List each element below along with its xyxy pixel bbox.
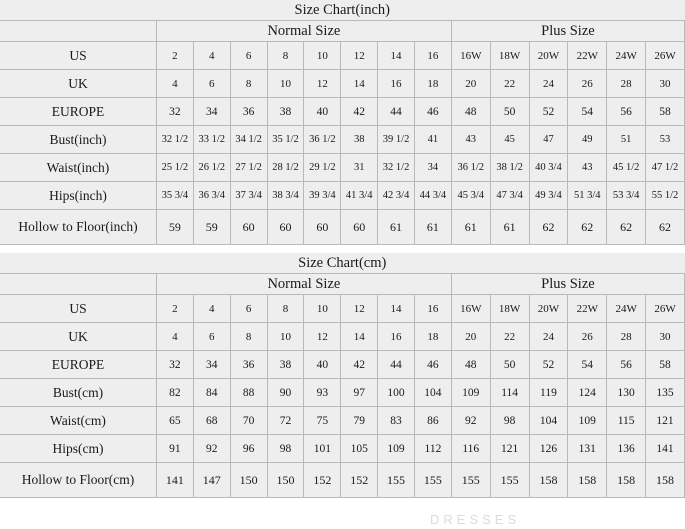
cell: 16 [414, 42, 451, 70]
cell: 56 [607, 98, 646, 126]
cell: 29 1/2 [304, 154, 341, 182]
cell: 26 [568, 70, 607, 98]
cell: 147 [193, 463, 230, 498]
cell: 20W [529, 295, 568, 323]
group-row-spacer [0, 274, 156, 295]
cell: 26 [568, 323, 607, 351]
cell: 56 [607, 351, 646, 379]
cell: 109 [378, 435, 415, 463]
cell: 18 [414, 323, 451, 351]
cell: 158 [568, 463, 607, 498]
cell: 155 [378, 463, 415, 498]
cell: 49 [568, 126, 607, 154]
row-label: UK [0, 323, 156, 351]
cell: 92 [193, 435, 230, 463]
size-chart-cm-table [0, 253, 685, 498]
cell: 44 [378, 98, 415, 126]
cell: 10 [267, 70, 304, 98]
cell: 32 [156, 98, 193, 126]
cell: 38 1/2 [490, 154, 529, 182]
cell: 44 3/4 [414, 182, 451, 210]
cell: 20 [451, 323, 490, 351]
cell: 104 [414, 379, 451, 407]
cell: 98 [490, 407, 529, 435]
cell: 38 [267, 98, 304, 126]
cell: 22W [568, 295, 607, 323]
group-header-normal: Normal Size [156, 21, 451, 42]
cell: 33 1/2 [193, 126, 230, 154]
cell: 18W [490, 295, 529, 323]
cell: 44 [378, 351, 415, 379]
cell: 12 [304, 70, 341, 98]
cell: 47 3/4 [490, 182, 529, 210]
cell: 51 [607, 126, 646, 154]
cell: 55 1/2 [646, 182, 685, 210]
cell: 62 [568, 210, 607, 245]
cell: 68 [193, 407, 230, 435]
cell: 158 [646, 463, 685, 498]
cell: 131 [568, 435, 607, 463]
size-chart-inch-table [0, 0, 685, 245]
cell: 6 [193, 70, 230, 98]
cell: 54 [568, 98, 607, 126]
cell: 115 [607, 407, 646, 435]
cell: 86 [414, 407, 451, 435]
table-group-row [0, 274, 685, 295]
table-row [0, 463, 685, 498]
cell: 62 [529, 210, 568, 245]
row-label: US [0, 42, 156, 70]
cell: 90 [267, 379, 304, 407]
cell: 65 [156, 407, 193, 435]
cell: 141 [646, 435, 685, 463]
cell: 116 [451, 435, 490, 463]
cell: 130 [607, 379, 646, 407]
cell: 16 [378, 323, 415, 351]
cell: 38 3/4 [267, 182, 304, 210]
row-label: Hips(inch) [0, 182, 156, 210]
cell: 105 [341, 435, 378, 463]
row-label: EUROPE [0, 98, 156, 126]
group-row-spacer [0, 21, 156, 42]
cell: 22 [490, 70, 529, 98]
cell: 62 [646, 210, 685, 245]
cell: 14 [341, 323, 378, 351]
cell: 97 [341, 379, 378, 407]
cell: 72 [267, 407, 304, 435]
row-label: US [0, 295, 156, 323]
cell: 155 [451, 463, 490, 498]
cell: 45 [490, 126, 529, 154]
cell: 24 [529, 323, 568, 351]
cell: 60 [230, 210, 267, 245]
cell: 36 1/2 [304, 126, 341, 154]
cell: 124 [568, 379, 607, 407]
cell: 152 [304, 463, 341, 498]
cell: 24 [529, 70, 568, 98]
group-header-plus: Plus Size [451, 21, 684, 42]
cell: 37 3/4 [230, 182, 267, 210]
cell: 28 [607, 323, 646, 351]
cell: 47 [529, 126, 568, 154]
cell: 53 3/4 [607, 182, 646, 210]
cell: 31 [341, 154, 378, 182]
cell: 4 [193, 42, 230, 70]
cell: 152 [341, 463, 378, 498]
cell: 84 [193, 379, 230, 407]
table-title-row [0, 253, 685, 274]
cell: 43 [568, 154, 607, 182]
cell: 54 [568, 351, 607, 379]
cell: 48 [451, 351, 490, 379]
cell: 42 3/4 [378, 182, 415, 210]
cell: 8 [230, 323, 267, 351]
cell: 48 [451, 98, 490, 126]
cell: 114 [490, 379, 529, 407]
group-header-plus: Plus Size [451, 274, 684, 295]
cell: 60 [267, 210, 304, 245]
cell: 32 1/2 [378, 154, 415, 182]
cell: 61 [451, 210, 490, 245]
cell: 36 1/2 [451, 154, 490, 182]
row-label: Waist(cm) [0, 407, 156, 435]
cell: 2 [156, 42, 193, 70]
cell: 39 3/4 [304, 182, 341, 210]
cell: 20W [529, 42, 568, 70]
cell: 83 [378, 407, 415, 435]
table-row [0, 351, 685, 379]
cell: 42 [341, 98, 378, 126]
cell: 35 1/2 [267, 126, 304, 154]
cell: 32 [156, 351, 193, 379]
row-label: Bust(inch) [0, 126, 156, 154]
cell: 52 [529, 98, 568, 126]
cell: 50 [490, 98, 529, 126]
cell: 2 [156, 295, 193, 323]
cell: 52 [529, 351, 568, 379]
table-group-row [0, 21, 685, 42]
cell: 22W [568, 42, 607, 70]
cell: 43 [451, 126, 490, 154]
size-chart-cm-block [0, 253, 685, 498]
cell: 40 [304, 351, 341, 379]
cell: 34 [193, 351, 230, 379]
cell: 82 [156, 379, 193, 407]
size-chart-inch-block [0, 0, 685, 245]
cell: 28 1/2 [267, 154, 304, 182]
cell: 155 [414, 463, 451, 498]
page-title: Size Chart(cm) [0, 253, 685, 274]
table-row [0, 42, 685, 70]
cell: 141 [156, 463, 193, 498]
cell: 92 [451, 407, 490, 435]
cell: 34 1/2 [230, 126, 267, 154]
cell: 18 [414, 70, 451, 98]
cell: 158 [607, 463, 646, 498]
cell: 59 [156, 210, 193, 245]
cell: 88 [230, 379, 267, 407]
cell: 24W [607, 42, 646, 70]
cell: 40 3/4 [529, 154, 568, 182]
cell: 109 [568, 407, 607, 435]
cell: 41 3/4 [341, 182, 378, 210]
cell: 96 [230, 435, 267, 463]
cell: 38 [267, 351, 304, 379]
cell: 119 [529, 379, 568, 407]
cell: 22 [490, 323, 529, 351]
cell: 79 [341, 407, 378, 435]
watermark-text: DRESSES [430, 512, 521, 527]
cell: 18W [490, 42, 529, 70]
row-label: UK [0, 70, 156, 98]
cell: 121 [490, 435, 529, 463]
row-label: EUROPE [0, 351, 156, 379]
cell: 35 3/4 [156, 182, 193, 210]
cell: 51 3/4 [568, 182, 607, 210]
cell: 61 [378, 210, 415, 245]
row-label: Bust(cm) [0, 379, 156, 407]
cell: 8 [267, 295, 304, 323]
cell: 26 1/2 [193, 154, 230, 182]
cell: 45 3/4 [451, 182, 490, 210]
cell: 109 [451, 379, 490, 407]
cell: 36 [230, 98, 267, 126]
cell: 12 [341, 295, 378, 323]
group-header-normal: Normal Size [156, 274, 451, 295]
cell: 75 [304, 407, 341, 435]
cell: 4 [156, 70, 193, 98]
cell: 14 [341, 70, 378, 98]
cell: 4 [156, 323, 193, 351]
cell: 60 [341, 210, 378, 245]
cell: 16 [414, 295, 451, 323]
cell: 50 [490, 351, 529, 379]
cell: 27 1/2 [230, 154, 267, 182]
row-label: Waist(inch) [0, 154, 156, 182]
cell: 30 [646, 70, 685, 98]
cell: 158 [529, 463, 568, 498]
cell: 46 [414, 98, 451, 126]
row-label: Hips(cm) [0, 435, 156, 463]
cell: 155 [490, 463, 529, 498]
table-row [0, 323, 685, 351]
cell: 30 [646, 323, 685, 351]
row-label: Hollow to Floor(inch) [0, 210, 156, 245]
cell: 34 [414, 154, 451, 182]
page-title: Size Chart(inch) [0, 0, 685, 21]
table-row [0, 182, 685, 210]
cell: 70 [230, 407, 267, 435]
cell: 100 [378, 379, 415, 407]
cell: 60 [304, 210, 341, 245]
cell: 126 [529, 435, 568, 463]
cell: 150 [230, 463, 267, 498]
table-row [0, 407, 685, 435]
cell: 53 [646, 126, 685, 154]
cell: 98 [267, 435, 304, 463]
cell: 58 [646, 98, 685, 126]
cell: 10 [304, 295, 341, 323]
cell: 49 3/4 [529, 182, 568, 210]
cell: 39 1/2 [378, 126, 415, 154]
cell: 135 [646, 379, 685, 407]
cell: 20 [451, 70, 490, 98]
table-row [0, 435, 685, 463]
cell: 16W [451, 295, 490, 323]
cell: 59 [193, 210, 230, 245]
cell: 150 [267, 463, 304, 498]
table-row [0, 210, 685, 245]
table-row [0, 295, 685, 323]
cell: 121 [646, 407, 685, 435]
cell: 36 3/4 [193, 182, 230, 210]
cell: 6 [230, 42, 267, 70]
cell: 62 [607, 210, 646, 245]
cell: 26W [646, 42, 685, 70]
cell: 4 [193, 295, 230, 323]
table-title-row [0, 0, 685, 21]
cell: 25 1/2 [156, 154, 193, 182]
cell: 14 [378, 42, 415, 70]
cell: 32 1/2 [156, 126, 193, 154]
cell: 61 [414, 210, 451, 245]
cell: 36 [230, 351, 267, 379]
cell: 46 [414, 351, 451, 379]
cell: 12 [304, 323, 341, 351]
cell: 10 [304, 42, 341, 70]
cell: 93 [304, 379, 341, 407]
cell: 42 [341, 351, 378, 379]
cell: 104 [529, 407, 568, 435]
cell: 41 [414, 126, 451, 154]
cell: 34 [193, 98, 230, 126]
cell: 26W [646, 295, 685, 323]
table-row [0, 154, 685, 182]
cell: 45 1/2 [607, 154, 646, 182]
cell: 12 [341, 42, 378, 70]
table-row [0, 126, 685, 154]
cell: 6 [230, 295, 267, 323]
table-row [0, 70, 685, 98]
table-row [0, 98, 685, 126]
cell: 16 [378, 70, 415, 98]
cell: 40 [304, 98, 341, 126]
cell: 91 [156, 435, 193, 463]
cell: 112 [414, 435, 451, 463]
cell: 6 [193, 323, 230, 351]
cell: 101 [304, 435, 341, 463]
cell: 47 1/2 [646, 154, 685, 182]
cell: 136 [607, 435, 646, 463]
cell: 16W [451, 42, 490, 70]
cell: 8 [267, 42, 304, 70]
cell: 61 [490, 210, 529, 245]
cell: 58 [646, 351, 685, 379]
cell: 38 [341, 126, 378, 154]
cell: 10 [267, 323, 304, 351]
table-row [0, 379, 685, 407]
row-label: Hollow to Floor(cm) [0, 463, 156, 498]
cell: 14 [378, 295, 415, 323]
cell: 24W [607, 295, 646, 323]
cell: 28 [607, 70, 646, 98]
cell: 8 [230, 70, 267, 98]
